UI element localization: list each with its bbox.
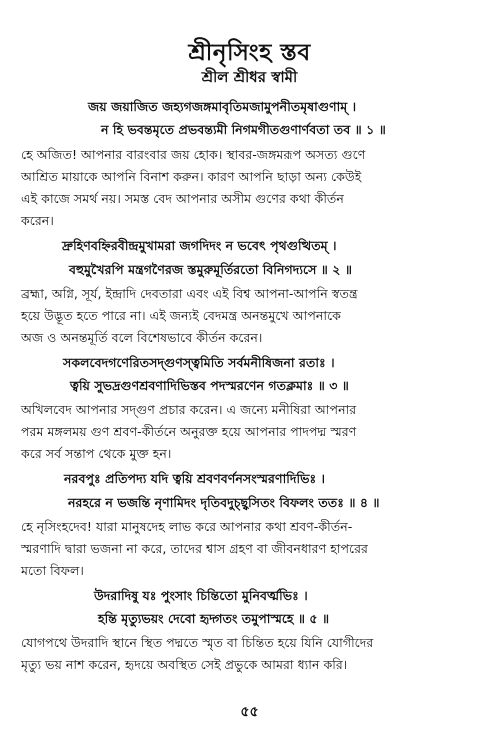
- verse-3-line-1: সকলবেদগণেরিতসদ্গুণস্ত্বমিতি সর্বমনীষিজনা রতাঃ ।: [63, 355, 335, 370]
- translation-4-line-2: স্মরণাদি দ্বারা ভজনা না করে, তাদের শ্বাস গ্রহণ বা জীবনধারণ হাপরের: [21, 541, 368, 556]
- author-line: শ্রীল শ্রীধর স্বামী: [201, 68, 298, 86]
- translation-5-line-2: মৃত্যু ভয় নাশ করেন, হৃদয়ে অবস্থিত সেই প্রভুকে আমরা ধ্যান করি।: [21, 657, 348, 672]
- translation-2-line-2: হয়ে উদ্ভূত হতে পারে না। এই জন্যই বেদমন্ত্র অনন্তমুখে আপনাকে: [21, 308, 341, 323]
- translation-1-line-4: করেন।: [21, 213, 54, 228]
- translation-1-line-2: আশ্রিত মায়াকে আপনি বিনাশ করুন। কারণ আপনি ছাড়া অন্য কেউই: [21, 169, 362, 184]
- verse-2-line-1: দ্রুহিণবহ্নিরবীন্দ্রমুখামরা জগদিদং ন ভবেৎ পৃথগুত্থিতম্ ।: [62, 238, 337, 253]
- translation-3-line-1: অখিলবেদ আপনার সদ্গুণ প্রচার করেন। এ জন্যে মনীষিরা আপনার: [21, 402, 357, 417]
- page-number: ৫৫: [240, 704, 259, 720]
- translation-2-line-1: ব্রহ্মা, অগ্নি, সূর্য, ইন্দ্রাদি দেবতারা এবং এই বিশ্ব আপনা-আপনি স্বতন্ত্র: [21, 286, 358, 301]
- translation-3-line-2: পরম মঙ্গলময় গুণ শ্রবণ-কীর্তনে অনুরক্ত হয়ে আপনার পাদপদ্ম স্মরণ: [21, 424, 357, 439]
- page-title: শ্রীনৃসিংহ স্তব: [188, 40, 311, 66]
- translation-4-line-1: হে নৃসিংহদেব! যারা মানুষদেহ লাভ করে আপনার কথা শ্রবণ-কীর্তন-: [21, 519, 353, 534]
- verse-2-line-2: বহুমুখৈরপি মন্ত্রগণৈরজ স্তমুরুমূর্তিরতো বিনিগদ্যসে ॥ ২ ॥: [69, 262, 352, 277]
- verse-4-line-1: নরবপুঃ প্রতিপদ্য যদি ত্বয়ি শ্রবণবর্ণনসংস্মরণাদিভিঃ ।: [64, 471, 326, 486]
- verse-4-line-2: নরহরে ন ভজন্তি নৃণামিদং দৃতিবদুচ্ছ্বসিতং বিফলং ততঃ ॥ ৪ ॥: [68, 495, 380, 510]
- verse-3-line-2: ত্বয়ি সুভদ্রগুণশ্রবণাদিভিস্তব পদস্মরণেন গতক্লমাঃ ॥ ৩ ॥: [70, 378, 349, 393]
- translation-1-line-1: হে অজিত! আপনার বারংবার জয় হোক। স্থাবর-জঙ্গমরূপ অসত্য গুণে: [21, 147, 366, 162]
- translation-1-line-3: এই কাজে সমর্থ নয়। সমস্ত বেদ আপনার অসীম গুণের কথা কীর্তন: [21, 191, 344, 206]
- verse-1-line-2: ন হি ভবন্তমৃতে প্রভবন্ত্যমী নিগমগীতগুণার্ণবতা তব ॥ ১ ॥: [101, 122, 386, 137]
- translation-4-line-3: মতো বিফল।: [21, 563, 84, 578]
- verse-5-line-1: উদরাদিষু যঃ পুংসাং চিন্তিতো মুনিবর্ত্মভিঃ ।: [94, 588, 308, 603]
- translation-2-line-3: অজ ও অনন্তমূর্তি বলে বিশেষভাবে কীর্তন করেন।: [21, 330, 263, 345]
- translation-3-line-3: করে সর্ব সন্তাপ থেকে মুক্ত হন।: [21, 446, 172, 461]
- translation-5-line-1: যোগপথে উদরাদি স্থানে স্থিত পদ্মতে স্মৃত বা চিন্তিত হয়ে যিনি যোগীদের: [21, 635, 374, 650]
- verse-5-line-2: হন্তি মৃত্যুভয়ং দেবো হৃদ্গতং তমুপাস্মহে ॥ ৫ ॥: [98, 611, 330, 626]
- verse-1-line-1: জয় জয়াজিত জহ্যগজঙ্গমাবৃতিমজামুপনীতমৃষাগুণাম্ ।: [88, 99, 357, 114]
